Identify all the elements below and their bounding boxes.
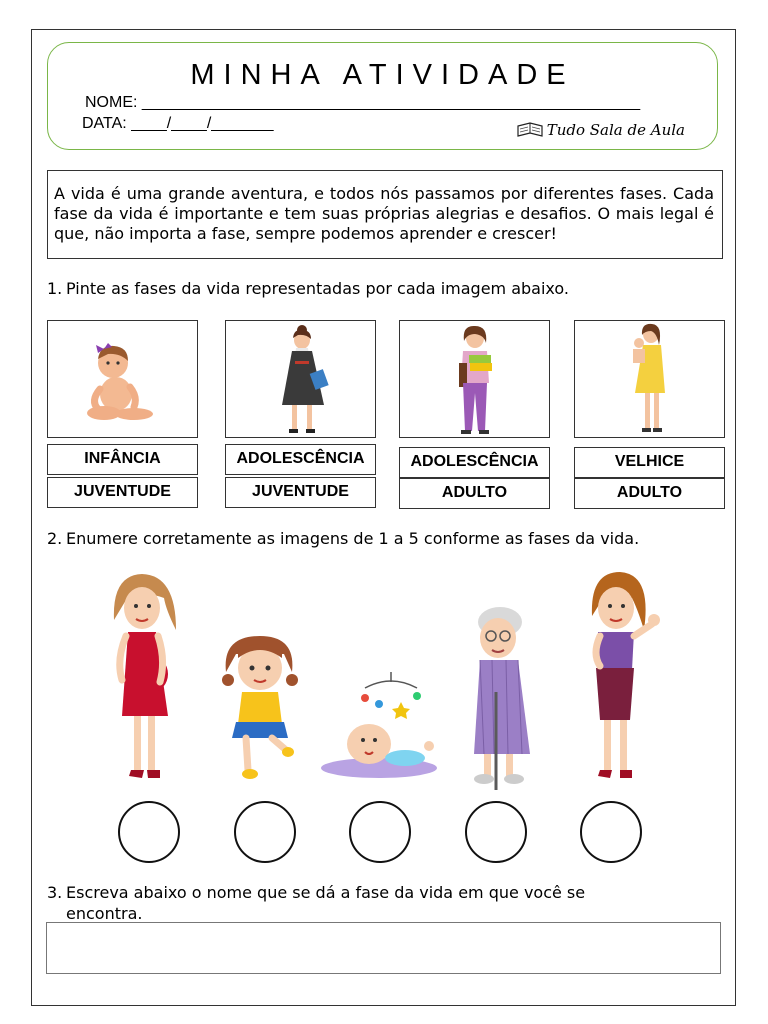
grandmother-illustration	[460, 604, 540, 790]
question-text: Escreva abaixo o nome que se dá a fase da vida em que você se	[66, 883, 586, 902]
question-text-continued: encontra.	[66, 904, 143, 923]
number-circle-2[interactable]	[234, 801, 296, 863]
teen-girl-illustration	[400, 321, 551, 437]
question-number: 1.	[47, 279, 63, 298]
little-girl-illustration	[222, 632, 298, 782]
question-number: 3.	[47, 883, 63, 902]
name-field[interactable]: NOME: ________________________________________________________	[85, 94, 641, 111]
phase-image-girl-student	[225, 320, 376, 438]
girl-student-illustration	[226, 321, 375, 437]
header-box	[47, 42, 718, 150]
question-text: Pinte as fases da vida representadas por cada imagem abaixo.	[66, 279, 569, 298]
option-juventude[interactable]: JUVENTUDE	[47, 477, 198, 508]
question-3	[47, 882, 687, 924]
option-infancia[interactable]: INFÂNCIA	[47, 444, 198, 475]
option-adulto[interactable]: ADULTO	[399, 478, 550, 509]
book-icon	[517, 122, 543, 138]
baby-girl-illustration	[48, 321, 197, 437]
baby-with-mobile-illustration	[321, 668, 441, 782]
option-velhice[interactable]: VELHICE	[574, 447, 725, 478]
phase-image-mother-baby	[574, 320, 725, 438]
option-adolescencia[interactable]: ADOLESCÊNCIA	[399, 447, 550, 478]
phase-image-teen-books	[399, 320, 550, 438]
phase-image-baby	[47, 320, 198, 438]
number-circle-5[interactable]	[580, 801, 642, 863]
brand-logo	[517, 121, 685, 139]
question-2	[47, 528, 639, 549]
option-adolescencia[interactable]: ADOLESCÊNCIA	[225, 444, 376, 475]
question-1	[47, 278, 569, 299]
question-text: Enumere corretamente as imagens de 1 a 5 conforme as fases da vida.	[66, 529, 640, 548]
mother-baby-illustration	[575, 321, 726, 437]
date-field[interactable]: DATA: ____/____/_______	[82, 115, 274, 132]
woman-waving-illustration	[580, 570, 664, 782]
question-number: 2.	[47, 529, 63, 548]
number-circle-3[interactable]	[349, 801, 411, 863]
worksheet-title: MINHA ATIVIDADE	[190, 59, 575, 91]
option-adulto[interactable]: ADULTO	[574, 478, 725, 509]
option-juventude[interactable]: JUVENTUDE	[225, 477, 376, 508]
intro-text: A vida é uma grande aventura, e todos nós passamos por diferentes fases. Cada fase da vida é importante e tem suas próprias alegrias e desafios. O mais legal é que, não importa a fase, sempre podemos aprender e crescer!	[47, 170, 723, 259]
number-circle-1[interactable]	[118, 801, 180, 863]
pregnant-woman-illustration	[104, 570, 184, 782]
answer-field[interactable]	[46, 922, 721, 974]
number-circle-4[interactable]	[465, 801, 527, 863]
logo-text: Tudo Sala de Aula	[546, 121, 685, 139]
